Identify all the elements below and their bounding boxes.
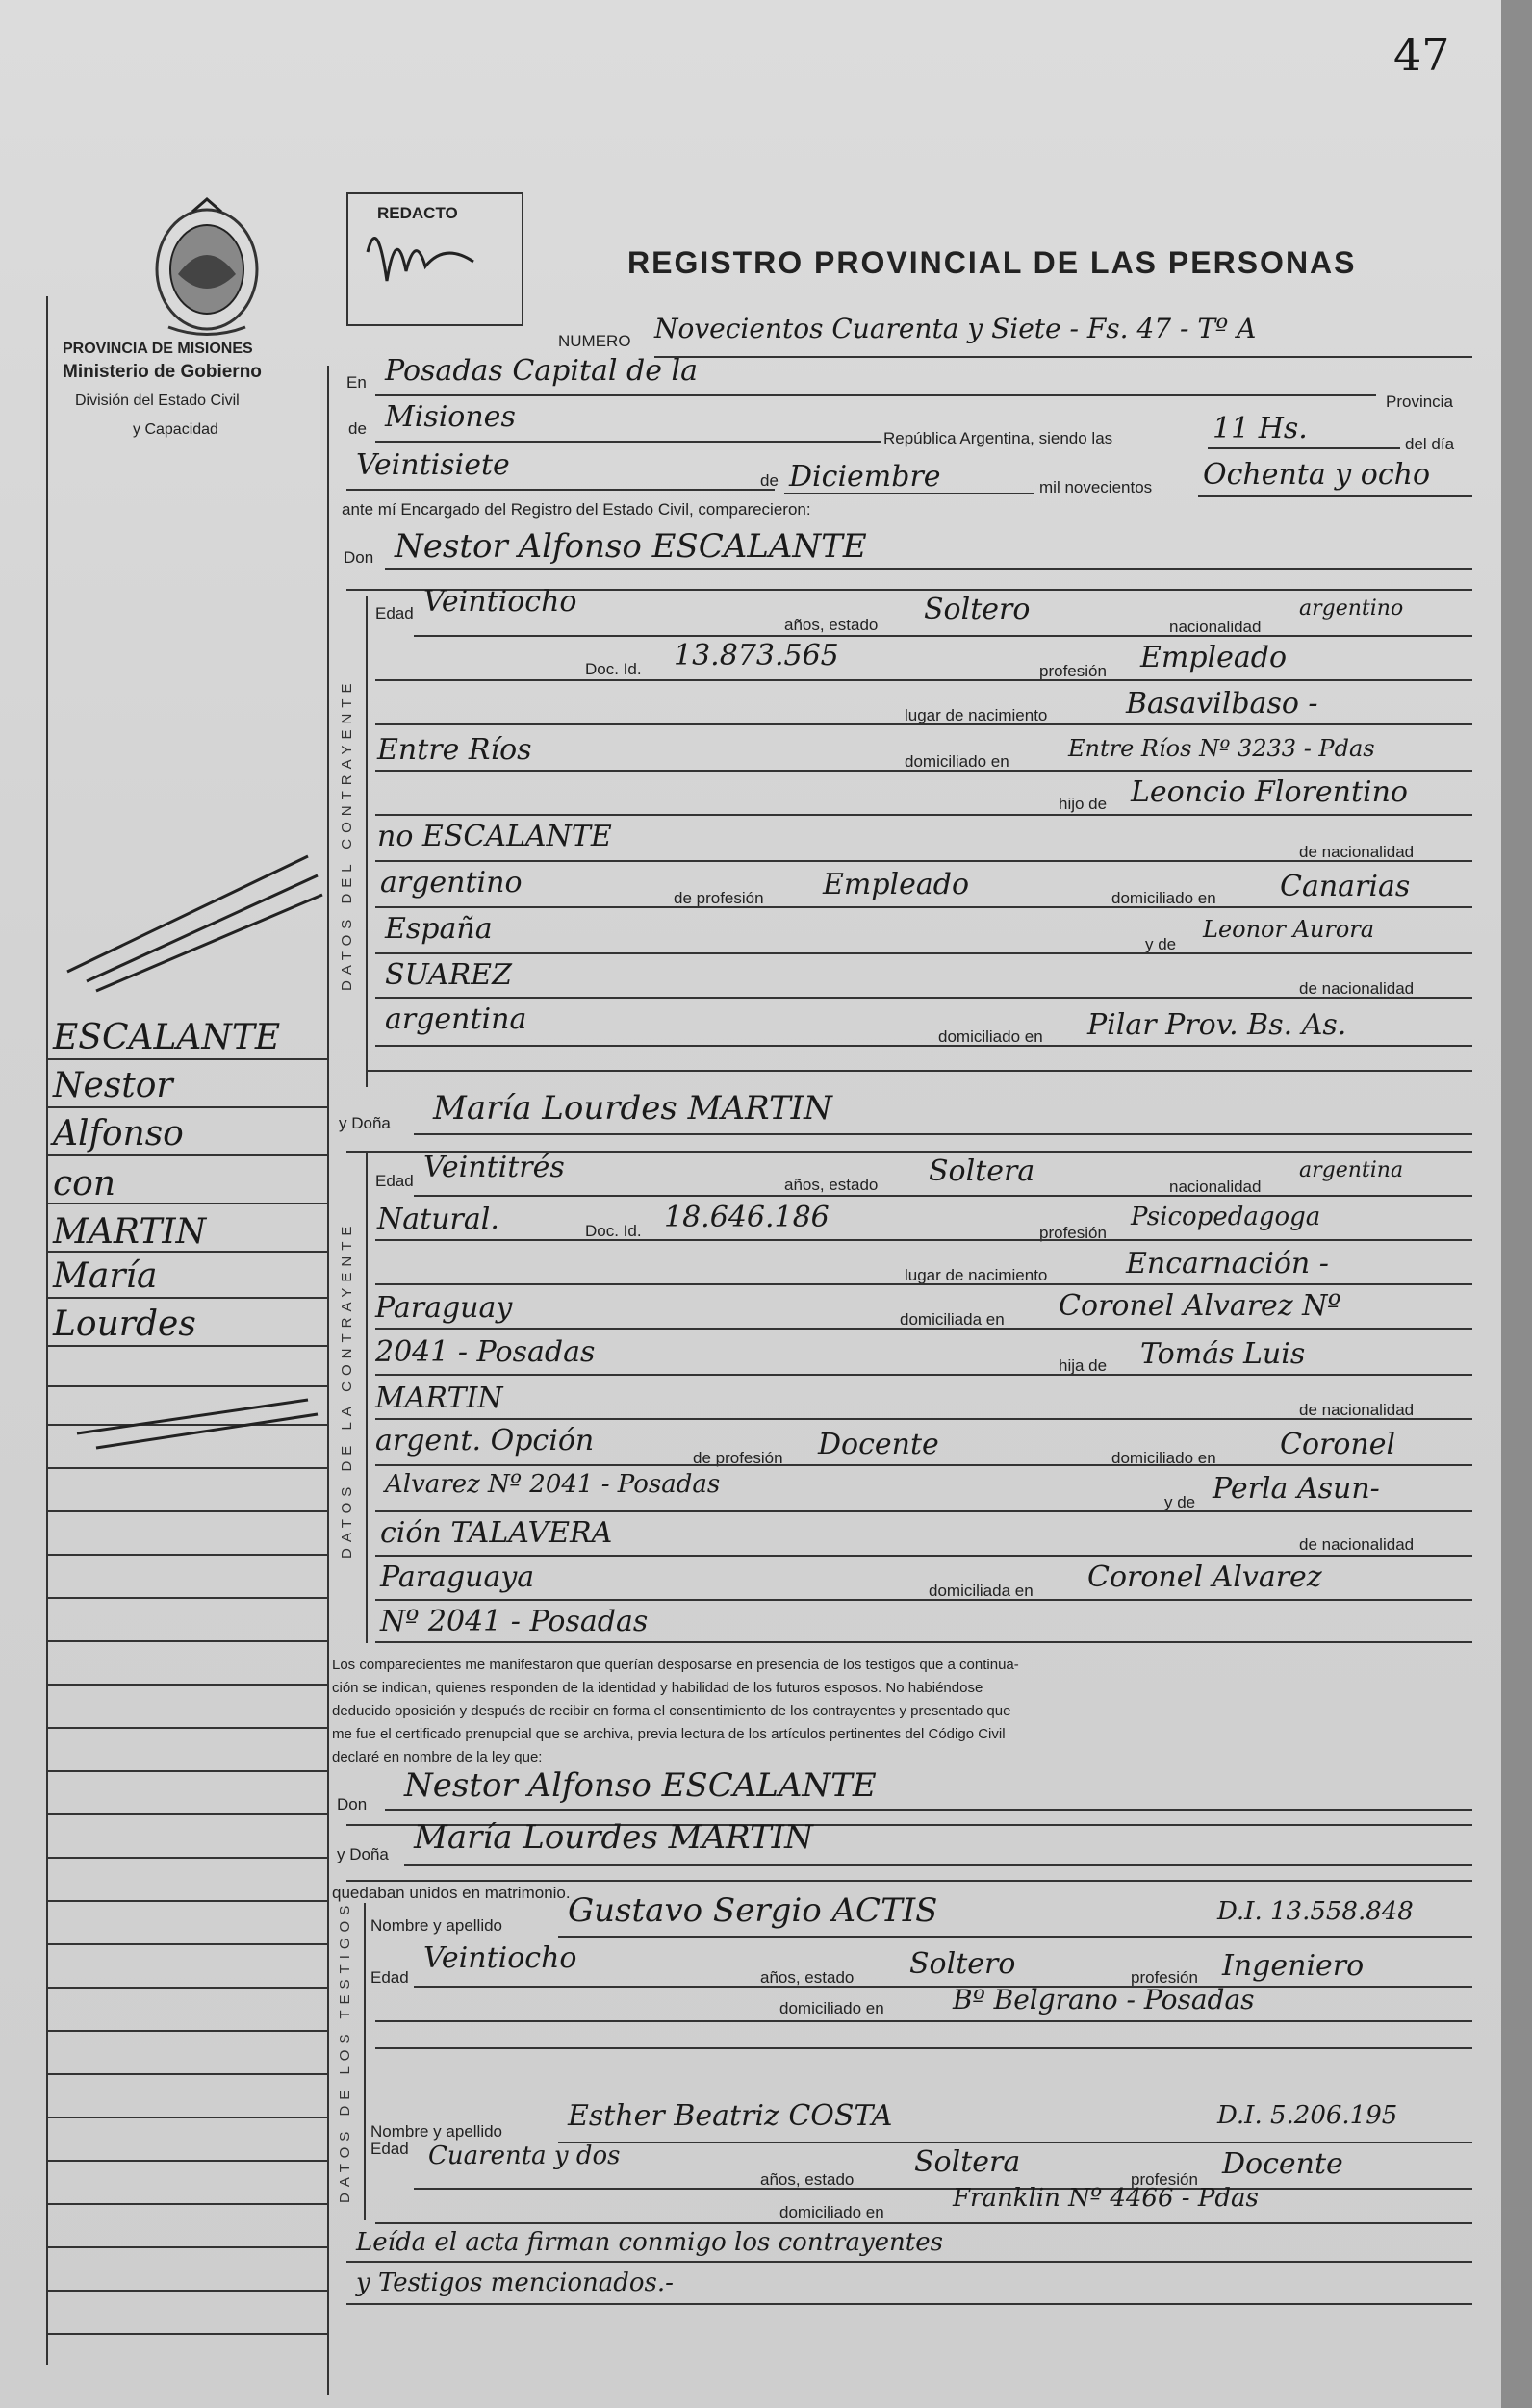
- mes-value: Diciembre: [789, 460, 941, 494]
- c2-dom: Coronel Alvarez Nº: [1059, 1289, 1341, 1323]
- don-value: Nestor Alfonso ESCALANTE: [395, 527, 867, 566]
- c1-lugar: Basavilbaso -: [1126, 687, 1318, 721]
- c1-madre-nac-label: de nacionalidad: [1299, 979, 1415, 998]
- de-label: de: [348, 419, 367, 438]
- c1-dom: Entre Ríos Nº 3233 - Pdas: [1068, 735, 1375, 762]
- c2-padre-prof: Docente: [818, 1428, 939, 1461]
- page-number: 47: [1393, 29, 1450, 81]
- c2-prof: Psicopedagoga: [1131, 1203, 1321, 1231]
- c1-padre-2: no ESCALANTE: [377, 820, 612, 853]
- section-label-testigos: DATOS DE LOS TESTIGOS: [337, 1899, 353, 2203]
- numero-value: Novecientos Cuarenta y Siete - Fs. 47 - Tº A: [654, 313, 1257, 344]
- c1-nac-label: nacionalidad: [1169, 618, 1262, 636]
- c2-madre-dom: Coronel Alvarez: [1087, 1560, 1322, 1594]
- margin-name-4: con: [53, 1164, 116, 1204]
- c2-nac-label: nacionalidad: [1169, 1178, 1262, 1196]
- c2-dom-2: 2041 - Posadas: [375, 1335, 596, 1369]
- c1-edad: Veintiocho: [423, 585, 577, 619]
- t1-estado-label: años, estado: [760, 1968, 855, 1987]
- t2-prof-label: profesión: [1131, 2170, 1198, 2189]
- c1-estado: Soltero: [924, 593, 1031, 626]
- c1-padre-prof-label: de profesión: [674, 889, 764, 907]
- don-label: Don: [344, 548, 374, 567]
- t1-prof: Ingeniero: [1222, 1949, 1365, 1983]
- t2-nombre: Esther Beatriz COSTA: [568, 2099, 893, 2133]
- section-label-contrayente-2: DATOS DE LA CONTRAYENTE: [339, 1220, 355, 1559]
- c1-hijo-label: hijo de: [1059, 795, 1108, 813]
- margin-name-3: Alfonso: [53, 1114, 184, 1153]
- division-label: División del Estado Civil: [75, 393, 240, 409]
- dona-label: y Doña: [339, 1114, 391, 1132]
- c1-padre-prof: Empleado: [823, 868, 970, 901]
- margin-name-5: MARTIN: [53, 1212, 207, 1252]
- anio-value: Ochenta y ocho: [1203, 458, 1431, 492]
- c2-edad: Veintitrés: [423, 1151, 565, 1184]
- c2-dom-label: domiciliada en: [900, 1310, 1005, 1329]
- c2-edad-label: Edad: [375, 1172, 414, 1190]
- c1-padre: Leoncio Florentino: [1131, 775, 1408, 809]
- c2-natural: Natural.: [377, 1203, 499, 1236]
- c2-lugar: Encarnación -: [1126, 1247, 1329, 1280]
- t2-domicile: Franklin Nº 4466 - Pdas: [953, 2184, 1259, 2213]
- t1-nombre: Gustavo Sergio ACTIS: [568, 1891, 938, 1930]
- stamp-label: REDACTO: [377, 204, 458, 222]
- ante-text: ante mí Encargado del Registro del Estado Civil, comparecieron:: [342, 500, 811, 519]
- margin-rule: [46, 296, 48, 2365]
- c2-estado: Soltera: [929, 1154, 1035, 1188]
- decl-don-label: Don: [337, 1795, 368, 1813]
- margin-name-6: María: [53, 1256, 158, 1296]
- t2-prof: Docente: [1222, 2147, 1343, 2181]
- t2-doc: D.I. 5.206.195: [1217, 2101, 1398, 2130]
- section-label-contrayente: DATOS DEL CONTRAYENTE: [339, 677, 355, 991]
- decl-dona-value: María Lourdes MARTIN: [414, 1818, 813, 1857]
- c1-doc: 13.873.565: [674, 639, 839, 672]
- page-title: REGISTRO PROVINCIAL DE LAS PERSONAS: [627, 245, 1357, 280]
- c1-y-de-label: y de: [1145, 935, 1177, 953]
- mil-label: mil novecientos: [1039, 478, 1153, 496]
- t1-dom: Bº Belgrano - Posadas: [953, 1984, 1255, 2015]
- t1-prof-label: profesión: [1131, 1968, 1198, 1987]
- decl-dona-label: y Doña: [337, 1845, 389, 1863]
- c1-edad-label: Edad: [375, 604, 414, 622]
- c1-dom-label: domiciliado en: [905, 752, 1009, 771]
- t2-nombre-label: Nombre y apellido: [370, 2122, 503, 2141]
- c2-nac: argentina: [1299, 1158, 1404, 1182]
- del-dia-label: del día: [1405, 435, 1455, 453]
- c2-lugar-2: Paraguay: [375, 1291, 513, 1325]
- t1-estado: Soltero: [909, 1947, 1016, 1981]
- t2-estado: Soltera: [914, 2145, 1021, 2179]
- declaration-line-2: ción se indican, quienes responden de la identidad y habilidad de los futuros esposos. No habiéndose: [332, 1680, 983, 1696]
- province-label: PROVINCIA DE MISIONES: [63, 341, 253, 357]
- provincia-label: Provincia: [1386, 393, 1453, 411]
- t1-edad: Veintiocho: [423, 1941, 577, 1975]
- t2-edad-display: Edad: [370, 2140, 409, 2158]
- margin-name-2: Nestor: [53, 1066, 173, 1105]
- margin-strike-marks: [58, 837, 327, 1462]
- page-edge: [1501, 0, 1532, 2408]
- declaration-line-4: me fue el certificado prenupcial que se archiva, previa lectura de los artículos pertinentes del Código Civil: [332, 1726, 1006, 1742]
- dona-value: María Lourdes MARTIN: [433, 1089, 832, 1128]
- declaration-line-3: deducido oposición y después de recibir en forma el consentimiento de los contrayentes y presentado que: [332, 1703, 1011, 1719]
- t2-estado-label: años, estado: [760, 2170, 855, 2189]
- dia-value: Veintisiete: [356, 448, 510, 482]
- hora-value: 11 Hs.: [1213, 412, 1308, 445]
- decl-don-value: Nestor Alfonso ESCALANTE: [404, 1766, 877, 1805]
- c2-padre-nac: argent. Opción: [375, 1424, 595, 1457]
- c2-padre-prof-label: de profesión: [693, 1449, 783, 1467]
- c1-prof-label: profesión: [1039, 662, 1107, 680]
- republica-label: República Argentina, siendo las: [883, 429, 1113, 447]
- c1-doc-label: Doc. Id.: [585, 660, 642, 678]
- c1-padre-dom: Canarias: [1280, 870, 1411, 903]
- de-value: Misiones: [385, 400, 516, 434]
- ministry-label: Ministerio de Gobierno: [63, 362, 262, 382]
- c1-prof: Empleado: [1140, 641, 1288, 674]
- en-value: Posadas Capital de la: [385, 354, 699, 388]
- en-label: En: [346, 373, 367, 392]
- c1-padre-nac: argentino: [380, 866, 523, 900]
- c2-madre-nac: Paraguaya: [380, 1560, 535, 1594]
- division-label-2: y Capacidad: [133, 421, 218, 438]
- c2-padre-dom-label: domiciliado en: [1111, 1449, 1216, 1467]
- numero-label: NUMERO: [558, 332, 631, 350]
- form-rule: [327, 366, 329, 2395]
- c2-madre-2: ción TALAVERA: [380, 1516, 613, 1550]
- c1-lugar-2: Entre Ríos: [377, 733, 532, 767]
- coat-of-arms-icon: [140, 197, 274, 342]
- t1-nombre-label: Nombre y apellido: [370, 1916, 503, 1935]
- c2-madre-dom-2: Nº 2041 - Posadas: [380, 1605, 649, 1638]
- declaration-line-5: declaré en nombre de la ley que:: [332, 1749, 543, 1765]
- c2-madre: Perla Asun-: [1213, 1472, 1380, 1506]
- t1-edad-label: Edad: [370, 1968, 409, 1987]
- c2-padre: Tomás Luis: [1140, 1337, 1306, 1371]
- c2-doc: 18.646.186: [664, 1201, 830, 1234]
- c2-padre-dom-2: Alvarez Nº 2041 - Posadas: [385, 1470, 721, 1499]
- c2-padre-2: MARTIN: [375, 1381, 503, 1415]
- c1-madre-dom-label: domiciliado en: [938, 1027, 1043, 1046]
- closing-note-2: y Testigos mencionados.-: [356, 2269, 674, 2297]
- t2-domicile-label: domiciliado en: [779, 2203, 884, 2221]
- c1-madre-2: SUAREZ: [385, 958, 512, 992]
- c2-y-de-label: y de: [1164, 1493, 1196, 1511]
- closing-note-1: Leída el acta firman conmigo los contrayentes: [356, 2228, 943, 2257]
- c2-prof-label: profesión: [1039, 1224, 1107, 1242]
- margin-name-7: Lourdes: [53, 1305, 196, 1344]
- c1-padre-nac-label: de nacionalidad: [1299, 843, 1415, 861]
- decl-closing: quedaban unidos en matrimonio.: [332, 1884, 571, 1902]
- redacto-stamp: [346, 192, 523, 326]
- c2-hija-label: hija de: [1059, 1356, 1108, 1375]
- stamp-signature-icon: [348, 194, 512, 310]
- c1-padre-dom-2: España: [385, 912, 493, 946]
- c2-lugar-label: lugar de nacimiento: [905, 1266, 1048, 1284]
- c2-doc-label: Doc. Id.: [585, 1222, 642, 1240]
- c2-padre-nac-label: de nacionalidad: [1299, 1401, 1415, 1419]
- c1-lugar-label: lugar de nacimiento: [905, 706, 1048, 724]
- c2-padre-dom: Coronel: [1280, 1428, 1396, 1461]
- t1-doc: D.I. 13.558.848: [1217, 1897, 1414, 1926]
- c2-madre-nac-label: de nacionalidad: [1299, 1535, 1415, 1554]
- c2-madre-dom-label: domiciliada en: [929, 1582, 1034, 1600]
- de-mes-label: de: [760, 471, 779, 490]
- c1-nac: argentino: [1299, 596, 1404, 621]
- c1-madre-nac: argentina: [385, 1002, 527, 1036]
- t2-edad-value: Cuarenta y dos: [428, 2142, 621, 2170]
- t1-dom-label: domiciliado en: [779, 1999, 884, 2017]
- declaration-line-1: Los comparecientes me manifestaron que querían desposarse en presencia de los testigos que a continua-: [332, 1657, 1019, 1673]
- c1-estado-label: años, estado: [784, 616, 879, 634]
- c1-madre: Leonor Aurora: [1203, 916, 1375, 943]
- c1-madre-dom: Pilar Prov. Bs. As.: [1087, 1008, 1347, 1042]
- c1-padre-dom-label: domiciliado en: [1111, 889, 1216, 907]
- c2-estado-label: años, estado: [784, 1176, 879, 1194]
- margin-name-1: ESCALANTE: [53, 1018, 281, 1057]
